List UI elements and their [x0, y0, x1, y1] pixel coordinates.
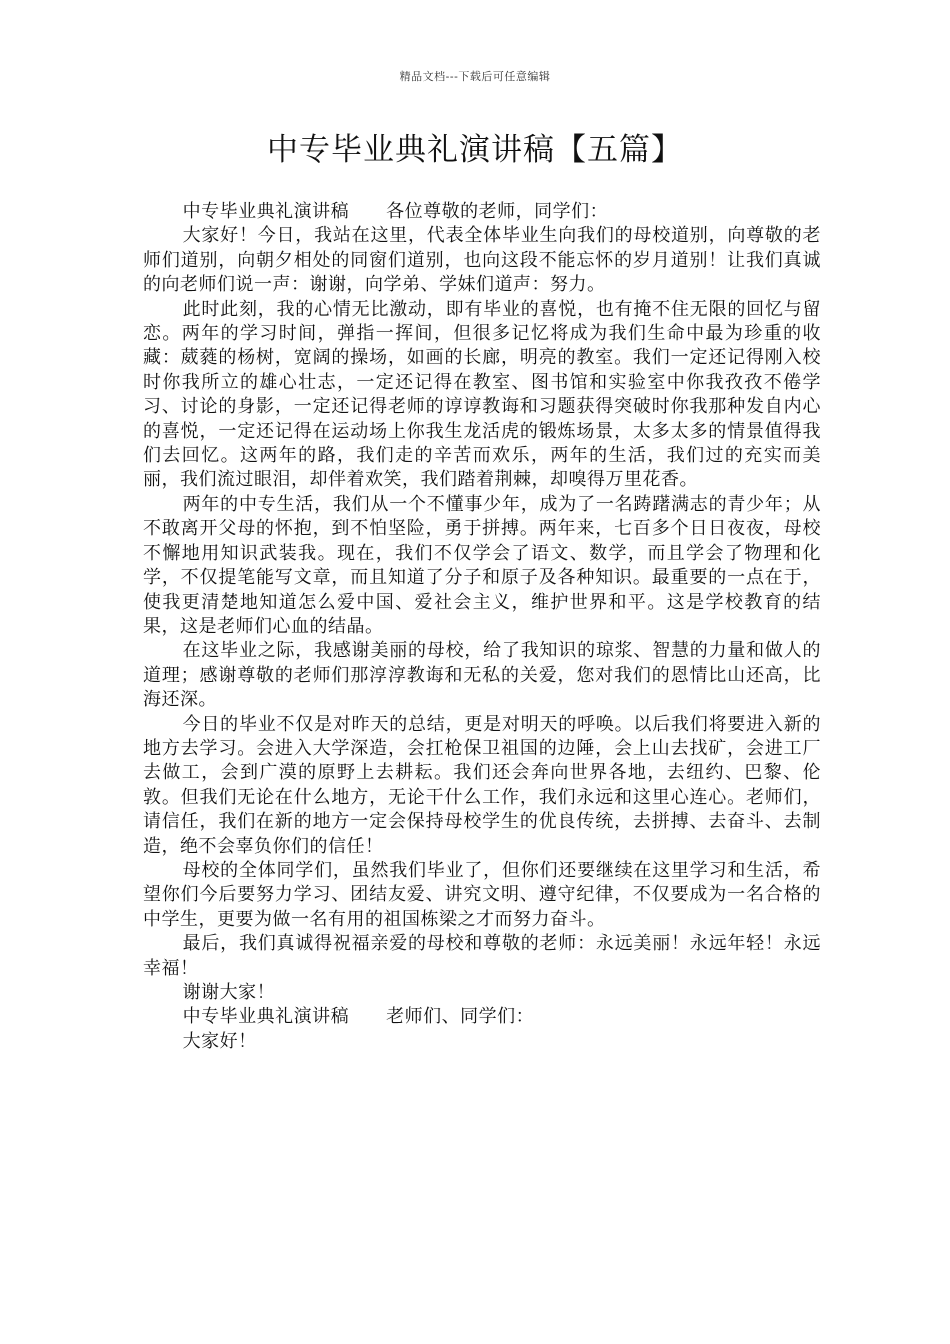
document-title: 中专毕业典礼演讲稿【五篇】	[267, 132, 683, 168]
paragraph-growth: 两年的中专生活，我们从一个不懂事少年，成为了一名踌躇满志的青少年；从不敢离开父母的怀抱，到不怕坚险，勇于拼搏。两年来，七百多个日日夜夜，母校不懈地用知识武装我。现在，我们不仅学会了语文、数学，而且学会了物理和化学，不仅提笔能写文章，而且知道了分子和原子及各种知识。最重要的一点在于，使我更清楚地知道怎么爱中国、爱社会主义，维护世界和平。这是学校教育的结果，这是老师们心血的结晶。	[143, 493, 821, 637]
page-header-note: 精品文档---下载后可任意编辑	[399, 70, 551, 83]
paragraph-second-speech-heading: 中专毕业典礼演讲稿 老师们、同学们：	[182, 1006, 535, 1028]
paragraph-second-speech-greeting: 大家好！	[182, 1030, 257, 1052]
paragraph-future: 今日的毕业不仅是对昨天的总结，更是对明天的呼唤。以后我们将要进入新的地方去学习。会进入大学深造，会扛枪保卫祖国的边陲，会上山去找矿，会进工厂去做工，会到广漠的原野上去耕耘。我们还会奔向世界各地，去纽约、巴黎、伦敦。但我们无论在什么地方，无论干什么工作，我们永远和这里心连心。老师们，请信任，我们在新的地方一定会保持母校学生的优良传统，去拼搏、去奋斗、去制造，绝不会辜负你们的信任！	[143, 713, 821, 857]
paragraph-thanks: 谢谢大家！	[182, 982, 276, 1003]
paragraph-opening-line: 中专毕业典礼演讲稿 各位尊敬的老师，同学们：	[182, 201, 609, 222]
paragraph-memories: 此时此刻，我的心情无比激动，即有毕业的喜悦，也有掩不住无限的回忆与留恋。两年的学习时间，弹指一挥间，但很多记忆将成为我们生命中最为珍重的收藏：葳蕤的杨树，宽阔的操场，如画的长廊，明亮的教室。我们一定还记得刚入校时你我所立的雄心壮志，一定还记得在教室、图书馆和实验室中你我孜孜不倦学习、讨论的身影，一定还记得老师的谆谆教诲和习题获得突破时你我那种发自内心的喜悦，一定还记得在运动场上你我生龙活虎的锻炼场景，太多太多的情景值得我们去回忆。这两年的路，我们走的辛苦而欢乐，两年的生活，我们过的充实而美丽，我们流过眼泪，却伴着欢笑，我们踏着荆棘，却嗅得万里花香。	[143, 298, 821, 491]
paragraph-to-classmates: 母校的全体同学们，虽然我们毕业了，但你们还要继续在这里学习和生活，希望你们今后要努力学习、团结友爱、讲究文明、遵守纪律，不仅要成为一名合格的中学生，更要为做一名有用的祖国栋梁之才而努力奋斗。	[143, 859, 821, 930]
paragraph-blessing: 最后，我们真诚得祝福亲爱的母校和尊敬的老师：永远美丽！永远年轻！永远幸福！	[143, 933, 821, 979]
document-body	[143, 200, 821, 1054]
paragraph-greeting: 大家好！今日，我站在这里，代表全体毕业生向我们的母校道别，向尊敬的老师们道别，向朝夕相处的同窗们道别，也向这段不能忘怀的岁月道别！让我们真诚的向老师们说一声：谢谢，向学弟、学妹们道声：努力。	[143, 225, 821, 296]
paragraph-gratitude: 在这毕业之际，我感谢美丽的母校，给了我知识的琼浆、智慧的力量和做人的道理；感谢尊敬的老师们那淳淳教诲和无私的关爱，您对我们的恩情比山还高，比海还深。	[143, 640, 821, 711]
